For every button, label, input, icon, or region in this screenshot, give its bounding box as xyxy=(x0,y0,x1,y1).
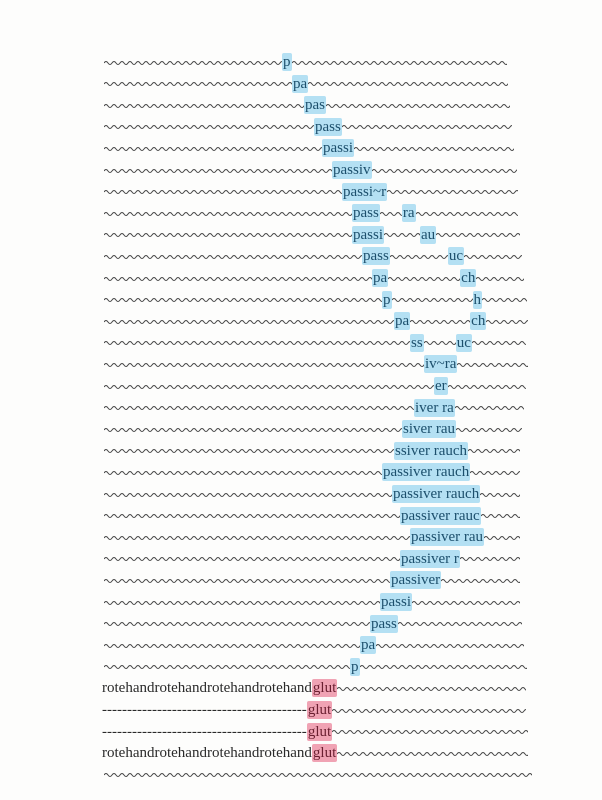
wavy-line-segment xyxy=(104,188,342,196)
wavy-line-segment xyxy=(388,275,460,283)
highlighted-fragment: pass xyxy=(353,205,379,222)
wavy-line-segment xyxy=(476,275,524,283)
dashed-rule: ----------------------------------------- xyxy=(102,702,307,718)
poem-line xyxy=(104,615,522,633)
poem-line xyxy=(104,377,526,395)
wavy-line-segment xyxy=(104,167,332,175)
wavy-line-segment xyxy=(380,210,402,218)
wavy-line-segment xyxy=(484,534,520,542)
highlighted-fragment: passiver rauch xyxy=(383,464,470,481)
highlighted-fragment: passi xyxy=(381,594,411,610)
highlighted-fragment: ssiver rauch xyxy=(395,442,468,459)
highlighted-fragment: passiv xyxy=(333,162,371,178)
wavy-line-segment xyxy=(410,318,470,326)
wavy-line-segment xyxy=(372,167,517,175)
wavy-line-segment xyxy=(104,318,394,326)
highlighted-fragment: p xyxy=(351,658,359,675)
highlighted-fragment: p xyxy=(283,54,291,70)
highlighted-fragment: passiver rauc xyxy=(401,507,480,524)
line-prefix-text: rotehandrotehandrotehandrotehand xyxy=(102,745,312,762)
poem-line xyxy=(104,334,526,352)
highlighted-fragment: iver ra xyxy=(415,399,454,416)
highlighted-fragment: pa xyxy=(293,75,308,92)
highlighted-fragment: ra xyxy=(402,205,415,222)
highlighted-fragment: ch xyxy=(461,270,476,286)
wavy-line-segment xyxy=(104,59,282,67)
wavy-line-segment xyxy=(104,642,360,650)
poem-line xyxy=(104,420,522,438)
wavy-line-segment xyxy=(360,663,527,671)
poem-line xyxy=(104,139,514,157)
poem-line xyxy=(104,291,527,309)
wavy-line-segment xyxy=(337,750,528,758)
poem-line xyxy=(104,183,518,201)
wavy-line-segment xyxy=(384,231,420,239)
poem-line xyxy=(104,53,507,71)
highlighted-fragment: passi~r xyxy=(343,183,387,200)
poem-line xyxy=(104,636,524,654)
wavy-line-segment xyxy=(104,599,380,607)
highlighted-fragment: uc xyxy=(456,334,471,351)
wavy-line-segment xyxy=(468,447,520,455)
highlighted-word-glut: glut xyxy=(307,723,332,740)
poem-line xyxy=(102,723,528,741)
wavy-line-segment xyxy=(398,620,522,628)
wavy-line-segment xyxy=(436,231,520,239)
highlighted-fragment: pas xyxy=(305,97,325,114)
poem-line xyxy=(104,658,527,676)
poem-line xyxy=(104,161,517,179)
wavy-line-segment xyxy=(392,296,473,304)
poem-line xyxy=(102,701,526,719)
poem-line xyxy=(104,204,518,222)
poem-line xyxy=(104,355,528,373)
poem-line xyxy=(104,571,520,589)
poem-line xyxy=(104,766,532,784)
poem-line xyxy=(102,679,526,697)
line-prefix-text: rotehandrotehandrotehandrotehand xyxy=(102,680,312,697)
highlighted-word-glut: glut xyxy=(312,680,337,697)
wavy-line-segment xyxy=(104,534,410,542)
poem-line xyxy=(104,312,528,330)
wavy-line-segment xyxy=(104,231,352,239)
wavy-line-segment xyxy=(441,577,520,585)
wavy-line-segment xyxy=(424,339,456,347)
highlighted-fragment: p xyxy=(383,291,391,308)
wavy-line-segment xyxy=(460,555,520,563)
wavy-line-segment xyxy=(104,253,362,261)
wavy-line-segment xyxy=(104,123,314,131)
poem-line xyxy=(104,528,520,546)
poem-line xyxy=(104,75,508,93)
wavy-line-segment xyxy=(104,469,382,477)
dashed-rule: ----------------------------------------- xyxy=(102,723,307,740)
wavy-line-segment xyxy=(416,210,518,218)
wavy-line-segment xyxy=(457,361,528,369)
wavy-line-segment xyxy=(104,512,400,520)
highlighted-fragment: passiver r xyxy=(401,550,459,567)
wavy-line-segment xyxy=(104,555,400,563)
poem-line xyxy=(104,399,524,417)
wavy-line-segment xyxy=(412,599,520,607)
poem-line xyxy=(104,463,520,481)
poem-line xyxy=(104,485,520,503)
wavy-line-segment xyxy=(332,728,528,736)
wavy-line-segment xyxy=(464,253,522,261)
wavy-line-segment xyxy=(472,339,526,347)
highlighted-fragment: passiver rauch xyxy=(393,486,480,502)
highlighted-word-glut: glut xyxy=(312,745,337,762)
highlighted-fragment: passi xyxy=(353,226,383,243)
wavy-line-segment xyxy=(387,188,518,196)
highlighted-fragment: pass xyxy=(371,615,397,632)
wavy-line-segment xyxy=(486,318,528,326)
highlighted-fragment: au xyxy=(421,226,436,243)
wavy-line-segment xyxy=(104,275,372,283)
highlighted-fragment: pass xyxy=(315,118,341,135)
wavy-line-segment xyxy=(104,145,322,153)
wavy-line-segment xyxy=(326,102,510,110)
poem-line xyxy=(104,226,520,244)
highlighted-fragment: pass xyxy=(363,248,389,265)
wavy-line-segment xyxy=(376,642,524,650)
highlighted-fragment: h xyxy=(473,291,481,308)
wavy-line-segment xyxy=(104,296,382,304)
wavy-line-segment xyxy=(480,491,520,499)
wavy-line-segment xyxy=(104,210,352,218)
wavy-line-segment xyxy=(456,426,522,434)
highlighted-fragment: pa xyxy=(361,637,376,654)
wavy-line-segment xyxy=(104,491,392,499)
wavy-line-segment xyxy=(342,123,512,131)
highlighted-fragment: ch xyxy=(471,313,486,330)
poem-line xyxy=(104,550,520,568)
wavy-line-segment xyxy=(448,383,526,391)
wavy-line-segment xyxy=(104,339,410,347)
poem-line xyxy=(104,507,520,525)
wavy-line-segment xyxy=(104,383,434,391)
wavy-line-segment xyxy=(104,663,350,671)
highlighted-fragment: passiver rau xyxy=(411,529,484,546)
highlighted-word-glut: glut xyxy=(307,702,332,718)
wavy-line-segment xyxy=(104,426,402,434)
highlighted-fragment: pa xyxy=(373,270,388,286)
highlighted-fragment: siver rau xyxy=(403,421,456,438)
poem-line xyxy=(104,247,522,265)
wavy-line-segment xyxy=(455,404,524,412)
highlighted-fragment: er xyxy=(435,378,447,394)
poem-line xyxy=(104,269,524,287)
wavy-line-segment xyxy=(354,145,514,153)
wavy-line-segment xyxy=(482,296,527,304)
wavy-line-segment xyxy=(104,404,414,412)
highlighted-fragment: ss xyxy=(411,334,423,351)
poem-line xyxy=(104,96,510,114)
wavy-line-segment xyxy=(104,102,304,110)
wavy-line-segment xyxy=(390,253,448,261)
poem-line xyxy=(104,118,512,136)
wavy-line-segment xyxy=(104,361,424,369)
highlighted-fragment: passi xyxy=(323,140,353,157)
poem-line xyxy=(104,442,520,460)
highlighted-fragment: pa xyxy=(395,313,410,330)
wavy-line-segment xyxy=(332,707,526,715)
wavy-line-segment xyxy=(337,685,526,693)
wavy-line-segment xyxy=(104,80,292,88)
highlighted-fragment: passiver xyxy=(391,572,441,589)
highlighted-fragment: uc xyxy=(448,248,464,265)
wavy-line-segment xyxy=(104,771,532,779)
poem-line xyxy=(102,744,528,762)
wavy-line-segment xyxy=(104,577,390,585)
wavy-line-segment xyxy=(481,512,520,520)
wavy-line-segment xyxy=(470,469,520,477)
wavy-line-segment xyxy=(308,80,508,88)
wavy-line-segment xyxy=(104,620,370,628)
wavy-line-segment xyxy=(104,447,394,455)
poem-line xyxy=(104,593,520,611)
highlighted-fragment: iv~ra xyxy=(425,356,457,373)
wavy-line-segment xyxy=(292,59,507,67)
